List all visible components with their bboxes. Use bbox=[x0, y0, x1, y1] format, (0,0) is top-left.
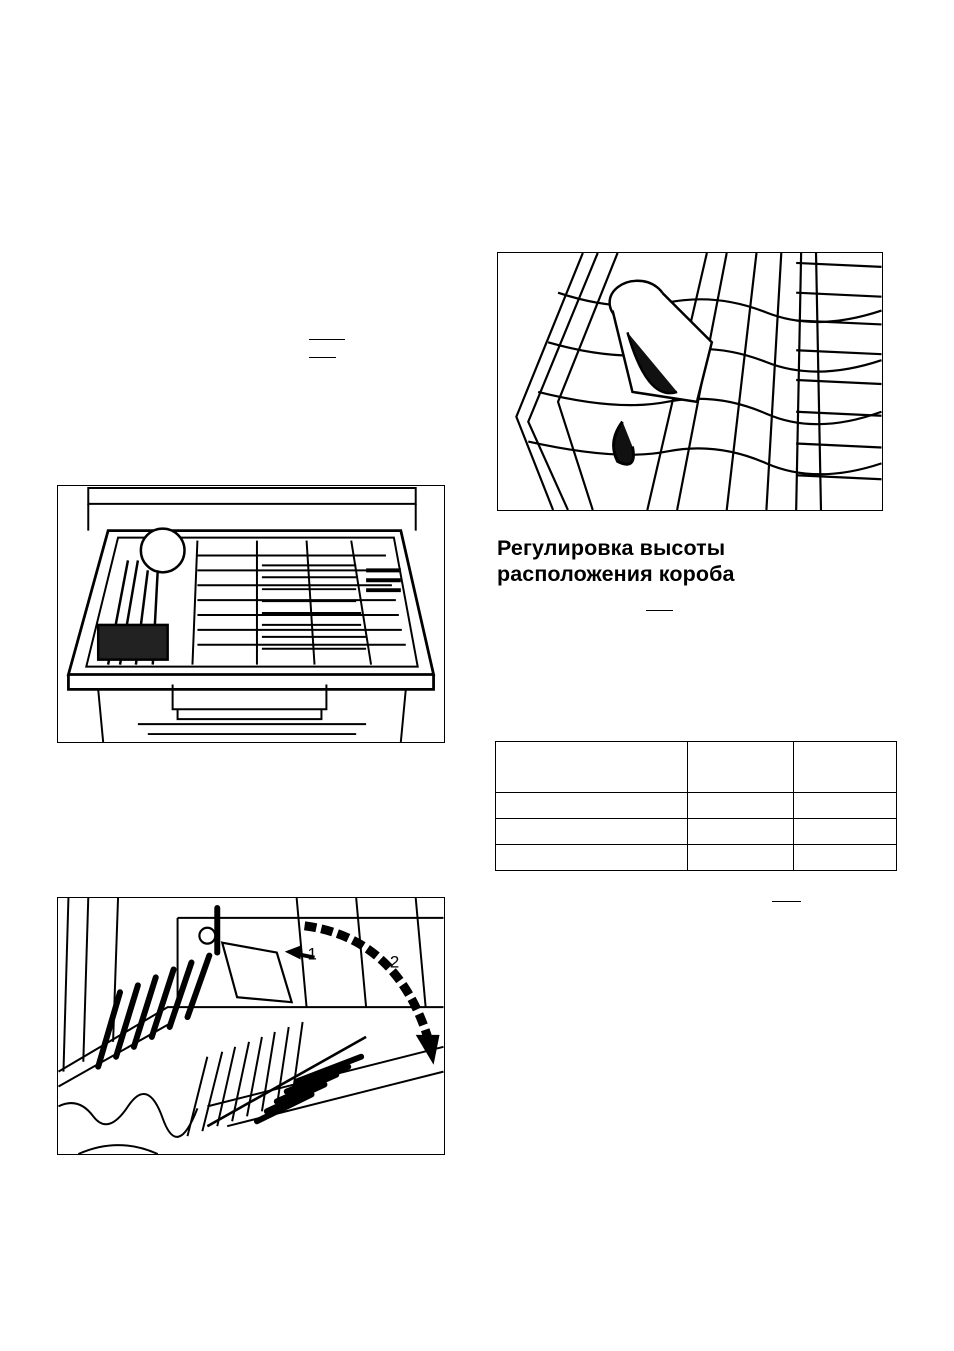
table-cell bbox=[794, 845, 897, 871]
folding-tines-illustration bbox=[57, 897, 445, 1155]
table-cell bbox=[496, 793, 688, 819]
table-cell bbox=[794, 742, 897, 793]
heading-line-1: Регулировка высоты bbox=[497, 536, 726, 560]
underline-mark bbox=[309, 357, 336, 358]
table-cell bbox=[496, 845, 688, 871]
table-cell bbox=[688, 845, 794, 871]
table-cell bbox=[688, 793, 794, 819]
underline-mark bbox=[646, 610, 673, 611]
height-adjustment-table bbox=[495, 741, 897, 871]
table-cell bbox=[688, 742, 794, 793]
table-row bbox=[496, 819, 897, 845]
underline-mark bbox=[309, 339, 345, 340]
table-cell bbox=[688, 819, 794, 845]
table-row bbox=[496, 793, 897, 819]
table-cell bbox=[496, 742, 688, 793]
cup-holder-illustration bbox=[497, 252, 883, 511]
cutlery-tray-illustration bbox=[57, 485, 445, 743]
section-heading bbox=[497, 535, 877, 587]
heading-line-2: расположения короба bbox=[497, 562, 735, 586]
underline-mark bbox=[772, 901, 801, 902]
table-cell bbox=[794, 793, 897, 819]
table-row bbox=[496, 742, 897, 793]
table-cell bbox=[496, 819, 688, 845]
table-row bbox=[496, 845, 897, 871]
table-cell bbox=[794, 819, 897, 845]
label-1: 1 bbox=[307, 944, 317, 964]
label-2: 2 bbox=[389, 952, 400, 972]
